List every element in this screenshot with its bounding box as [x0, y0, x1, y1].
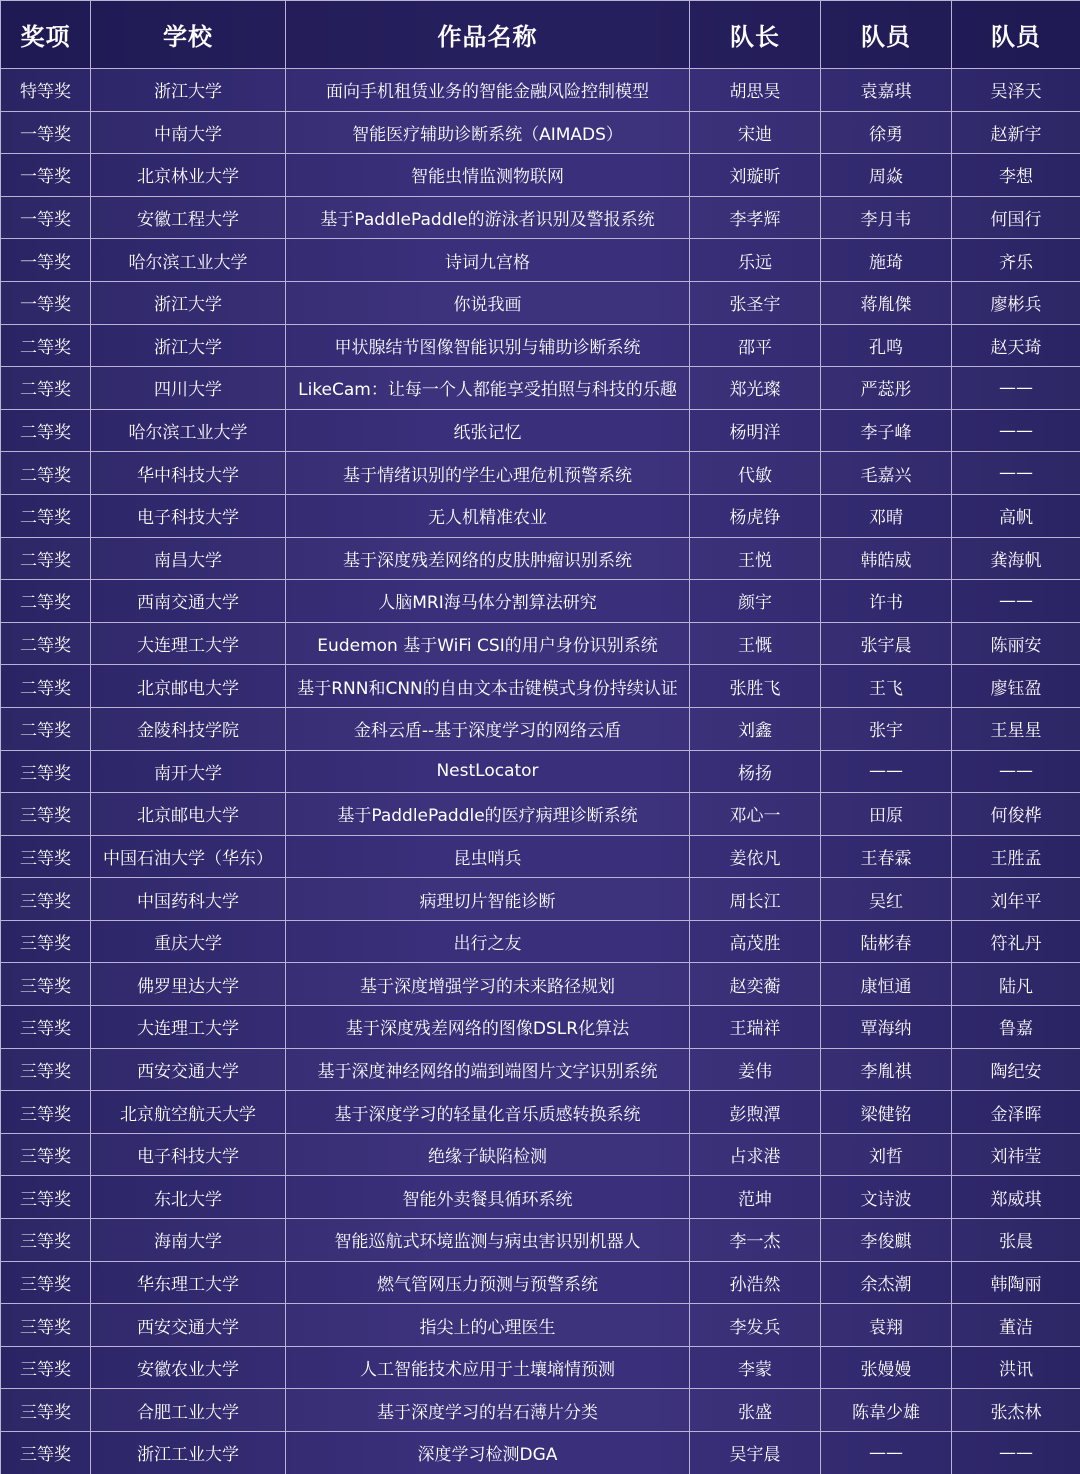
cell-member-1: 陈韋少雄	[821, 1389, 952, 1432]
cell-captain: 胡思昊	[690, 69, 821, 112]
cell-award: 三等奖	[1, 1006, 91, 1049]
table-row	[1, 1432, 1080, 1474]
table-row	[1, 196, 1080, 239]
cell-member-1: 韩皓威	[821, 537, 952, 580]
cell-member-2: 鲁嘉	[952, 1006, 1080, 1049]
cell-captain: 吴宇晨	[690, 1432, 821, 1474]
cell-project-name: 绝缘子缺陷检测	[286, 1133, 690, 1176]
cell-school: 西南交通大学	[91, 580, 286, 623]
cell-member-2: 王胜孟	[952, 835, 1080, 878]
cell-award: 二等奖	[1, 665, 91, 708]
cell-school: 金陵科技学院	[91, 707, 286, 750]
table-row	[1, 1389, 1080, 1432]
cell-project-name: 基于深度学习的岩石薄片分类	[286, 1389, 690, 1432]
cell-award: 一等奖	[1, 281, 91, 324]
table-row	[1, 707, 1080, 750]
cell-project-name: 基于PaddlePaddle的游泳者识别及警报系统	[286, 196, 690, 239]
table-row	[1, 239, 1080, 282]
cell-award: 三等奖	[1, 835, 91, 878]
cell-captain: 杨虎铮	[690, 494, 821, 537]
cell-project-name: 病理切片智能诊断	[286, 878, 690, 921]
cell-school: 华中科技大学	[91, 452, 286, 495]
cell-project-name: 智能外卖餐具循环系统	[286, 1176, 690, 1219]
cell-member-2: 齐乐	[952, 239, 1080, 282]
table-row	[1, 835, 1080, 878]
cell-captain: 刘璇昕	[690, 154, 821, 197]
cell-captain: 占求港	[690, 1133, 821, 1176]
cell-member-2: ——	[952, 750, 1080, 793]
cell-captain: 宋迪	[690, 111, 821, 154]
cell-award: 二等奖	[1, 367, 91, 410]
cell-member-1: 李俊麒	[821, 1219, 952, 1262]
cell-school: 合肥工业大学	[91, 1389, 286, 1432]
cell-member-2: 符礼丹	[952, 920, 1080, 963]
table-row	[1, 537, 1080, 580]
cell-member-1: 陆彬春	[821, 920, 952, 963]
cell-school: 浙江大学	[91, 324, 286, 367]
header-school: 学校	[91, 1, 286, 69]
cell-member-2: 赵新宇	[952, 111, 1080, 154]
table-row	[1, 494, 1080, 537]
table-row	[1, 1261, 1080, 1304]
cell-award: 二等奖	[1, 537, 91, 580]
cell-captain: 郑光璨	[690, 367, 821, 410]
cell-member-1: 周焱	[821, 154, 952, 197]
cell-project-name: 面向手机租赁业务的智能金融风险控制模型	[286, 69, 690, 112]
cell-award: 三等奖	[1, 963, 91, 1006]
cell-member-2: 赵天琦	[952, 324, 1080, 367]
table-row	[1, 622, 1080, 665]
table-row	[1, 878, 1080, 921]
cell-member-1: 王飞	[821, 665, 952, 708]
cell-captain: 李一杰	[690, 1219, 821, 1262]
cell-member-1: 张宇晨	[821, 622, 952, 665]
cell-captain: 乐远	[690, 239, 821, 282]
cell-member-2: ——	[952, 452, 1080, 495]
cell-captain: 赵奕蘅	[690, 963, 821, 1006]
cell-member-2: 张晨	[952, 1219, 1080, 1262]
cell-member-2: 董洁	[952, 1304, 1080, 1347]
cell-member-1: 许书	[821, 580, 952, 623]
cell-school: 中南大学	[91, 111, 286, 154]
cell-project-name: 基于情绪识别的学生心理危机预警系统	[286, 452, 690, 495]
table-row	[1, 154, 1080, 197]
header-award: 奖项	[1, 1, 91, 69]
cell-award: 一等奖	[1, 111, 91, 154]
cell-school: 大连理工大学	[91, 622, 286, 665]
cell-award: 一等奖	[1, 239, 91, 282]
cell-member-2: ——	[952, 580, 1080, 623]
cell-captain: 代敏	[690, 452, 821, 495]
cell-award: 三等奖	[1, 1346, 91, 1389]
cell-school: 浙江工业大学	[91, 1432, 286, 1474]
header-captain: 队长	[690, 1, 821, 69]
cell-project-name: 智能虫情监测物联网	[286, 154, 690, 197]
cell-captain: 杨明洋	[690, 409, 821, 452]
cell-member-1: ——	[821, 1432, 952, 1474]
table-row	[1, 963, 1080, 1006]
cell-project-name: 人工智能技术应用于土壤墒情预测	[286, 1346, 690, 1389]
cell-member-1: 覃海纳	[821, 1006, 952, 1049]
cell-school: 北京邮电大学	[91, 793, 286, 836]
cell-member-1: 李胤祺	[821, 1048, 952, 1091]
cell-member-1: 文诗波	[821, 1176, 952, 1219]
table-row	[1, 111, 1080, 154]
cell-member-1: 康恒通	[821, 963, 952, 1006]
cell-captain: 邵平	[690, 324, 821, 367]
cell-member-2: 何俊桦	[952, 793, 1080, 836]
cell-captain: 周长江	[690, 878, 821, 921]
cell-member-2: ——	[952, 367, 1080, 410]
cell-member-1: 徐勇	[821, 111, 952, 154]
cell-captain: 刘鑫	[690, 707, 821, 750]
cell-member-2: 陶纪安	[952, 1048, 1080, 1091]
table-row	[1, 281, 1080, 324]
cell-project-name: 智能巡航式环境监测与病虫害识别机器人	[286, 1219, 690, 1262]
cell-award: 一等奖	[1, 154, 91, 197]
cell-project-name: 燃气管网压力预测与预警系统	[286, 1261, 690, 1304]
cell-award: 三等奖	[1, 1091, 91, 1134]
cell-award: 二等奖	[1, 452, 91, 495]
cell-captain: 邓心一	[690, 793, 821, 836]
cell-captain: 高茂胜	[690, 920, 821, 963]
cell-school: 佛罗里达大学	[91, 963, 286, 1006]
cell-school: 西安交通大学	[91, 1048, 286, 1091]
cell-member-1: 袁翔	[821, 1304, 952, 1347]
cell-project-name: 出行之友	[286, 920, 690, 963]
cell-project-name: 昆虫哨兵	[286, 835, 690, 878]
cell-project-name: NestLocator	[286, 750, 690, 793]
cell-school: 北京林业大学	[91, 154, 286, 197]
table-row	[1, 367, 1080, 410]
cell-project-name: 基于深度神经网络的端到端图片文字识别系统	[286, 1048, 690, 1091]
cell-award: 三等奖	[1, 793, 91, 836]
header-member-2: 队员	[952, 1, 1080, 69]
table-row	[1, 793, 1080, 836]
cell-member-2: 韩陶丽	[952, 1261, 1080, 1304]
cell-member-2: 洪讯	[952, 1346, 1080, 1389]
cell-project-name: 基于PaddlePaddle的医疗病理诊断系统	[286, 793, 690, 836]
cell-member-1: 李子峰	[821, 409, 952, 452]
table-row	[1, 1219, 1080, 1262]
table-row	[1, 750, 1080, 793]
cell-project-name: LikeCam：让每一个人都能享受拍照与科技的乐趣	[286, 367, 690, 410]
cell-member-1: 施琦	[821, 239, 952, 282]
header-row	[1, 1, 1080, 69]
cell-member-1: 吴红	[821, 878, 952, 921]
table-header	[1, 1, 1080, 69]
header-project-name: 作品名称	[286, 1, 690, 69]
cell-captain: 李发兵	[690, 1304, 821, 1347]
cell-project-name: 指尖上的心理医生	[286, 1304, 690, 1347]
cell-project-name: 基于深度增强学习的未来路径规划	[286, 963, 690, 1006]
cell-school: 北京航空航天大学	[91, 1091, 286, 1134]
cell-school: 浙江大学	[91, 281, 286, 324]
cell-award: 二等奖	[1, 622, 91, 665]
cell-project-name: 基于RNN和CNN的自由文本击键模式身份持续认证	[286, 665, 690, 708]
cell-school: 电子科技大学	[91, 1133, 286, 1176]
cell-award: 二等奖	[1, 324, 91, 367]
cell-award: 三等奖	[1, 1432, 91, 1474]
cell-captain: 王瑞祥	[690, 1006, 821, 1049]
cell-member-2: 廖彬兵	[952, 281, 1080, 324]
cell-award: 三等奖	[1, 1133, 91, 1176]
cell-school: 重庆大学	[91, 920, 286, 963]
table-body	[1, 69, 1080, 1474]
cell-captain: 姜伟	[690, 1048, 821, 1091]
cell-member-2: 何国行	[952, 196, 1080, 239]
cell-captain: 彭煦潭	[690, 1091, 821, 1134]
cell-award: 二等奖	[1, 580, 91, 623]
cell-project-name: 无人机精准农业	[286, 494, 690, 537]
cell-project-name: 诗词九宫格	[286, 239, 690, 282]
cell-school: 浙江大学	[91, 69, 286, 112]
cell-member-2: 王星星	[952, 707, 1080, 750]
cell-school: 安徽工程大学	[91, 196, 286, 239]
cell-award: 二等奖	[1, 409, 91, 452]
cell-school: 四川大学	[91, 367, 286, 410]
cell-school: 西安交通大学	[91, 1304, 286, 1347]
cell-award: 三等奖	[1, 878, 91, 921]
table-row	[1, 665, 1080, 708]
header-member-1: 队员	[821, 1, 952, 69]
cell-member-1: 田原	[821, 793, 952, 836]
cell-award: 一等奖	[1, 196, 91, 239]
table-row	[1, 1091, 1080, 1134]
cell-project-name: 基于深度残差网络的图像DSLR化算法	[286, 1006, 690, 1049]
cell-school: 北京邮电大学	[91, 665, 286, 708]
cell-member-1: 孔鸣	[821, 324, 952, 367]
cell-member-2: 廖钰盈	[952, 665, 1080, 708]
cell-school: 华东理工大学	[91, 1261, 286, 1304]
cell-award: 三等奖	[1, 920, 91, 963]
cell-award: 三等奖	[1, 1176, 91, 1219]
cell-project-name: 基于深度学习的轻量化音乐质感转换系统	[286, 1091, 690, 1134]
cell-school: 大连理工大学	[91, 1006, 286, 1049]
cell-award: 三等奖	[1, 1261, 91, 1304]
cell-captain: 孙浩然	[690, 1261, 821, 1304]
cell-captain: 张圣宇	[690, 281, 821, 324]
cell-captain: 李蒙	[690, 1346, 821, 1389]
cell-member-1: 余杰潮	[821, 1261, 952, 1304]
cell-project-name: 你说我画	[286, 281, 690, 324]
cell-project-name: 智能医疗辅助诊断系统（AIMADS）	[286, 111, 690, 154]
cell-member-1: ——	[821, 750, 952, 793]
cell-award: 特等奖	[1, 69, 91, 112]
table-row	[1, 920, 1080, 963]
cell-captain: 李孝辉	[690, 196, 821, 239]
cell-project-name: 金科云盾--基于深度学习的网络云盾	[286, 707, 690, 750]
table-row	[1, 1133, 1080, 1176]
cell-project-name: 纸张记忆	[286, 409, 690, 452]
cell-award: 三等奖	[1, 750, 91, 793]
cell-member-2: 陈丽安	[952, 622, 1080, 665]
cell-school: 哈尔滨工业大学	[91, 239, 286, 282]
cell-award: 三等奖	[1, 1304, 91, 1347]
cell-member-1: 张宇	[821, 707, 952, 750]
table-row	[1, 1048, 1080, 1091]
cell-project-name: 深度学习检测DGA	[286, 1432, 690, 1474]
cell-school: 安徽农业大学	[91, 1346, 286, 1389]
cell-captain: 张盛	[690, 1389, 821, 1432]
table-row	[1, 1006, 1080, 1049]
cell-member-2: ——	[952, 1432, 1080, 1474]
table-row	[1, 1176, 1080, 1219]
cell-captain: 张胜飞	[690, 665, 821, 708]
cell-project-name: Eudemon 基于WiFi CSI的用户身份识别系统	[286, 622, 690, 665]
table-row	[1, 452, 1080, 495]
cell-member-1: 梁健铭	[821, 1091, 952, 1134]
table-row	[1, 580, 1080, 623]
table-row	[1, 324, 1080, 367]
cell-member-2: 金泽晖	[952, 1091, 1080, 1134]
cell-member-1: 袁嘉琪	[821, 69, 952, 112]
cell-school: 南昌大学	[91, 537, 286, 580]
cell-school: 中国药科大学	[91, 878, 286, 921]
cell-member-1: 蒋胤傑	[821, 281, 952, 324]
cell-member-2: 龚海帆	[952, 537, 1080, 580]
table-row	[1, 1346, 1080, 1389]
table-row	[1, 409, 1080, 452]
cell-captain: 范坤	[690, 1176, 821, 1219]
cell-captain: 王慨	[690, 622, 821, 665]
cell-member-1: 严蕊彤	[821, 367, 952, 410]
cell-school: 南开大学	[91, 750, 286, 793]
cell-member-1: 张嫚嫚	[821, 1346, 952, 1389]
cell-member-2: 高帆	[952, 494, 1080, 537]
cell-member-1: 王春霖	[821, 835, 952, 878]
cell-award: 三等奖	[1, 1389, 91, 1432]
cell-school: 哈尔滨工业大学	[91, 409, 286, 452]
cell-member-2: 吴泽天	[952, 69, 1080, 112]
cell-member-2: ——	[952, 409, 1080, 452]
cell-member-2: 刘祎莹	[952, 1133, 1080, 1176]
cell-project-name: 人脑MRI海马体分割算法研究	[286, 580, 690, 623]
cell-member-1: 刘哲	[821, 1133, 952, 1176]
cell-school: 海南大学	[91, 1219, 286, 1262]
cell-school: 东北大学	[91, 1176, 286, 1219]
cell-member-2: 刘年平	[952, 878, 1080, 921]
cell-member-2: 郑威琪	[952, 1176, 1080, 1219]
cell-school: 中国石油大学（华东）	[91, 835, 286, 878]
table-row	[1, 1304, 1080, 1347]
table-row	[1, 69, 1080, 112]
cell-award: 二等奖	[1, 494, 91, 537]
cell-member-1: 毛嘉兴	[821, 452, 952, 495]
cell-project-name: 甲状腺结节图像智能识别与辅助诊断系统	[286, 324, 690, 367]
cell-captain: 王悦	[690, 537, 821, 580]
cell-award: 二等奖	[1, 707, 91, 750]
cell-school: 电子科技大学	[91, 494, 286, 537]
cell-captain: 杨扬	[690, 750, 821, 793]
cell-award: 三等奖	[1, 1219, 91, 1262]
cell-member-1: 邓晴	[821, 494, 952, 537]
cell-award: 三等奖	[1, 1048, 91, 1091]
cell-project-name: 基于深度残差网络的皮肤肿瘤识别系统	[286, 537, 690, 580]
cell-member-1: 李月韦	[821, 196, 952, 239]
cell-member-2: 陆凡	[952, 963, 1080, 1006]
cell-member-2: 张杰林	[952, 1389, 1080, 1432]
cell-captain: 颜宇	[690, 580, 821, 623]
cell-member-2: 李想	[952, 154, 1080, 197]
cell-captain: 姜依凡	[690, 835, 821, 878]
